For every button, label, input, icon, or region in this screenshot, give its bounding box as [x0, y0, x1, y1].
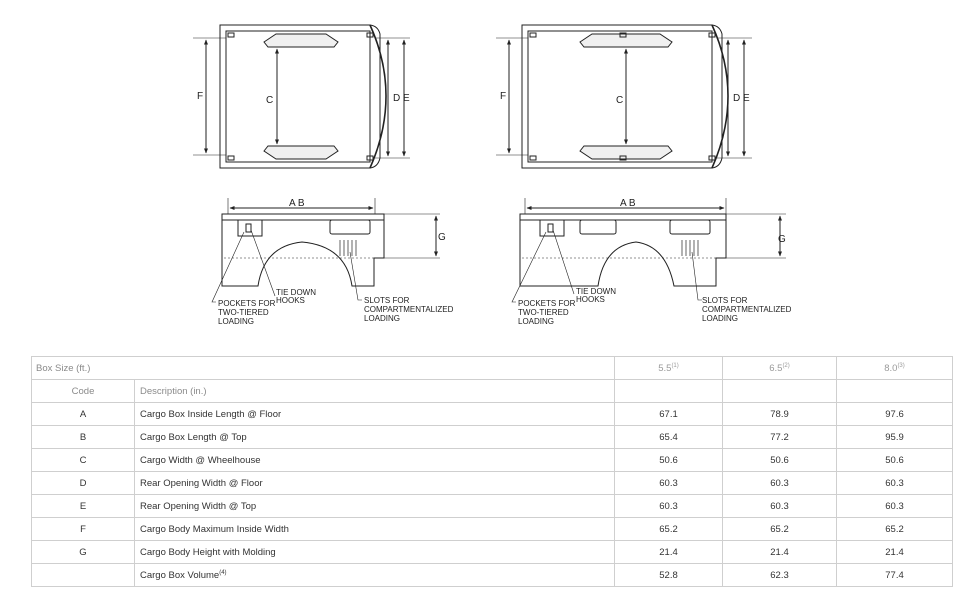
table-row — [32, 403, 953, 426]
svg-text:POCKETS FOR: POCKETS FOR — [218, 299, 276, 308]
row-value-8-0: 21.4 — [837, 541, 953, 564]
row-code: F — [32, 518, 135, 541]
callout-slots-compartmentalized — [364, 296, 454, 323]
table-row — [32, 472, 953, 495]
box-size-label: Box Size (ft.) — [32, 357, 615, 380]
table-row — [32, 449, 953, 472]
callout-tie-down-hooks-right — [576, 287, 616, 304]
table-row — [32, 495, 953, 518]
svg-text:COMPARTMENTALIZED: COMPARTMENTALIZED — [702, 305, 792, 314]
dimension-label-f: F — [197, 91, 204, 102]
dimension-label-de-right: D E — [733, 93, 750, 104]
row-value-5-5: 65.4 — [615, 426, 723, 449]
dimension-label-f-right: F — [500, 91, 507, 102]
svg-text:LOADING: LOADING — [702, 314, 739, 323]
row-value-5-5: 67.1 — [615, 403, 723, 426]
callout-slots-compartmentalized-right — [702, 296, 792, 323]
row-value-5-5: 60.3 — [615, 472, 723, 495]
cargo-box-spec-table — [31, 356, 953, 587]
svg-text:LOADING: LOADING — [518, 317, 555, 326]
box-size-6-5: 6.5$^{(2)}$ — [723, 357, 837, 380]
row-value-8-0: 65.2 — [837, 518, 953, 541]
row-value-6-5: 60.3 — [723, 495, 837, 518]
box-size-8-0: 8.0$^{(3)}$ — [837, 357, 953, 380]
row-code: A — [32, 403, 135, 426]
row-description: Cargo Body Height with Molding — [135, 541, 615, 564]
row-value-5-5: 21.4 — [615, 541, 723, 564]
spec-table-body — [32, 357, 953, 587]
side-view-diagram-right — [512, 198, 786, 302]
callout-tie-down-hooks — [276, 288, 316, 305]
row-description: Rear Opening Width @ Top — [135, 495, 615, 518]
dimension-label-ab: A B — [289, 198, 305, 209]
code-header: Code — [32, 380, 135, 403]
column-header-row — [32, 380, 953, 403]
dimension-label-c: C — [266, 95, 274, 106]
svg-text:TIE DOWN: TIE DOWN — [276, 288, 316, 297]
row-code — [32, 564, 135, 587]
box-size-header-row — [32, 357, 953, 380]
svg-text:LOADING: LOADING — [364, 314, 401, 323]
row-value-8-0: 97.6 — [837, 403, 953, 426]
row-value-5-5: 50.6 — [615, 449, 723, 472]
dimension-label-g: G — [438, 232, 446, 243]
row-value-8-0: 95.9 — [837, 426, 953, 449]
empty-header-cell — [837, 380, 953, 403]
row-value-6-5: 62.3 — [723, 564, 837, 587]
top-view-diagram-left — [193, 25, 410, 168]
row-description: Cargo Body Maximum Inside Width — [135, 518, 615, 541]
dimension-label-g-right: G — [778, 234, 786, 245]
top-view-diagram-right — [496, 25, 752, 168]
row-description: Cargo Box Length @ Top — [135, 426, 615, 449]
row-value-6-5: 60.3 — [723, 472, 837, 495]
row-description: Cargo Box Volume$^{(4)}$ — [135, 564, 615, 587]
row-code: C — [32, 449, 135, 472]
row-value-8-0: 50.6 — [837, 449, 953, 472]
svg-text:TIE DOWN: TIE DOWN — [576, 287, 616, 296]
callout-pockets-two-tiered — [218, 299, 276, 326]
row-description: Cargo Box Inside Length @ Floor — [135, 403, 615, 426]
svg-text:TWO-TIERED: TWO-TIERED — [218, 308, 269, 317]
row-value-5-5: 60.3 — [615, 495, 723, 518]
empty-header-cell — [723, 380, 837, 403]
svg-text:POCKETS FOR: POCKETS FOR — [518, 299, 576, 308]
svg-text:SLOTS FOR: SLOTS FOR — [364, 296, 410, 305]
row-value-6-5: 21.4 — [723, 541, 837, 564]
dimension-label-ab-right: A B — [620, 198, 636, 209]
row-code: D — [32, 472, 135, 495]
svg-text:LOADING: LOADING — [218, 317, 255, 326]
svg-text:COMPARTMENTALIZED: COMPARTMENTALIZED — [364, 305, 454, 314]
row-value-8-0: 60.3 — [837, 495, 953, 518]
dimension-label-de: D E — [393, 93, 410, 104]
callout-pockets-two-tiered-right — [518, 299, 576, 326]
row-description: Cargo Width @ Wheelhouse — [135, 449, 615, 472]
row-code: B — [32, 426, 135, 449]
svg-text:HOOKS: HOOKS — [276, 296, 305, 305]
dimension-label-c-right: C — [616, 95, 624, 106]
empty-header-cell — [615, 380, 723, 403]
row-value-6-5: 77.2 — [723, 426, 837, 449]
description-header: Description (in.) — [135, 380, 615, 403]
svg-text:SLOTS FOR: SLOTS FOR — [702, 296, 748, 305]
row-description: Rear Opening Width @ Floor — [135, 472, 615, 495]
row-value-5-5: 65.2 — [615, 518, 723, 541]
row-value-6-5: 50.6 — [723, 449, 837, 472]
row-code: E — [32, 495, 135, 518]
row-value-8-0: 60.3 — [837, 472, 953, 495]
row-value-6-5: 78.9 — [723, 403, 837, 426]
table-row — [32, 541, 953, 564]
svg-text:TWO-TIERED: TWO-TIERED — [518, 308, 569, 317]
row-value-8-0: 77.4 — [837, 564, 953, 587]
row-code: G — [32, 541, 135, 564]
table-row — [32, 518, 953, 541]
table-row — [32, 564, 953, 587]
side-view-diagram-left — [212, 198, 440, 302]
row-value-5-5: 52.8 — [615, 564, 723, 587]
box-size-5-5: 5.5$^{(1)}$ — [615, 357, 723, 380]
table-row — [32, 426, 953, 449]
row-value-6-5: 65.2 — [723, 518, 837, 541]
svg-text:HOOKS: HOOKS — [576, 295, 605, 304]
